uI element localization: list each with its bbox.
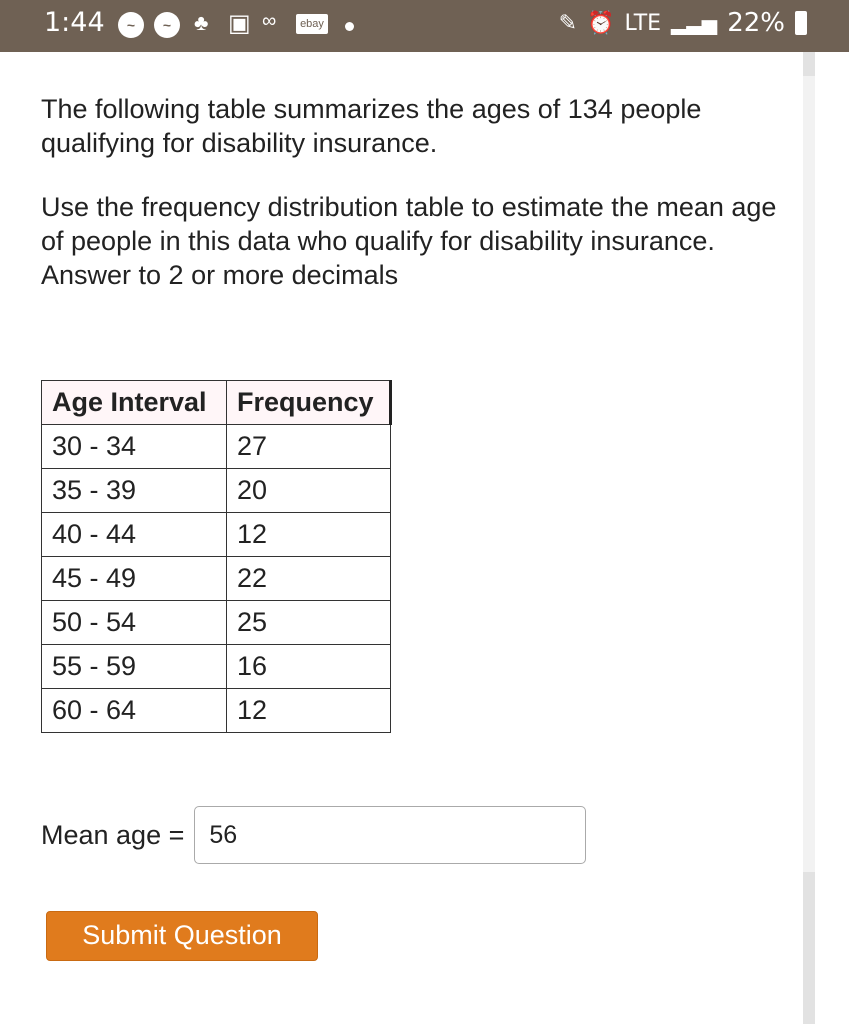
scrollbar-lower-segment <box>803 872 815 1024</box>
battery-icon <box>795 11 807 35</box>
alarm-icon: ⏰ <box>587 10 615 36</box>
age-interval-cell: 50 - 54 <box>42 601 227 645</box>
more-notifications-dot-icon <box>345 22 354 31</box>
mean-age-label: Mean age = <box>41 819 185 850</box>
age-interval-cell: 60 - 64 <box>42 689 227 733</box>
frequency-cell: 22 <box>227 557 391 601</box>
table-row <box>42 513 391 557</box>
voicemail-icon: ∞ <box>262 10 277 32</box>
ebay-icon: ebay <box>296 14 328 34</box>
table-row <box>42 557 391 601</box>
battery-percent: 22% <box>727 8 785 38</box>
age-interval-cell: 35 - 39 <box>42 469 227 513</box>
table-row <box>42 645 391 689</box>
pencil-icon: ✎ <box>558 10 578 36</box>
frequency-cell: 12 <box>227 689 391 733</box>
header-frequency: Frequency <box>227 381 391 425</box>
table-row <box>42 689 391 733</box>
question-text <box>41 92 801 322</box>
age-interval-cell: 30 - 34 <box>42 425 227 469</box>
mean-age-row <box>41 806 586 864</box>
shopping-bag-icon: ▣ <box>228 10 251 37</box>
age-interval-cell: 45 - 49 <box>42 557 227 601</box>
status-right-group <box>559 8 807 38</box>
app-icon: ♣ <box>194 10 209 35</box>
frequency-cell: 16 <box>227 645 391 689</box>
table-row <box>42 425 391 469</box>
clock-time: 1:44 <box>44 7 105 38</box>
frequency-cell: 12 <box>227 513 391 557</box>
question-instruction: Use the frequency distribution table to estimate the mean age of people in this data who qualify for disability insurance. Answer to 2 or more decimals <box>41 192 777 290</box>
table-row <box>42 601 391 645</box>
question-intro: The following table summarizes the ages of 134 people qualifying for disability insurance. <box>41 94 702 158</box>
table-header-row <box>42 381 391 425</box>
status-bar <box>0 0 849 52</box>
scrollbar-thumb[interactable] <box>803 52 815 76</box>
table-row <box>42 469 391 513</box>
frequency-table <box>41 380 392 733</box>
mean-age-input[interactable] <box>194 806 586 864</box>
age-interval-cell: 40 - 44 <box>42 513 227 557</box>
frequency-cell: 27 <box>227 425 391 469</box>
submit-question-button[interactable]: Submit Question <box>46 911 318 961</box>
frequency-cell: 25 <box>227 601 391 645</box>
frequency-cell: 20 <box>227 469 391 513</box>
age-interval-cell: 55 - 59 <box>42 645 227 689</box>
messenger-icon-2: ~ <box>154 12 180 38</box>
signal-icon: ▂▃▅ <box>671 11 718 35</box>
messenger-icon: ~ <box>118 12 144 38</box>
header-age-interval: Age Interval <box>42 381 227 425</box>
network-type: LTE <box>624 10 662 36</box>
